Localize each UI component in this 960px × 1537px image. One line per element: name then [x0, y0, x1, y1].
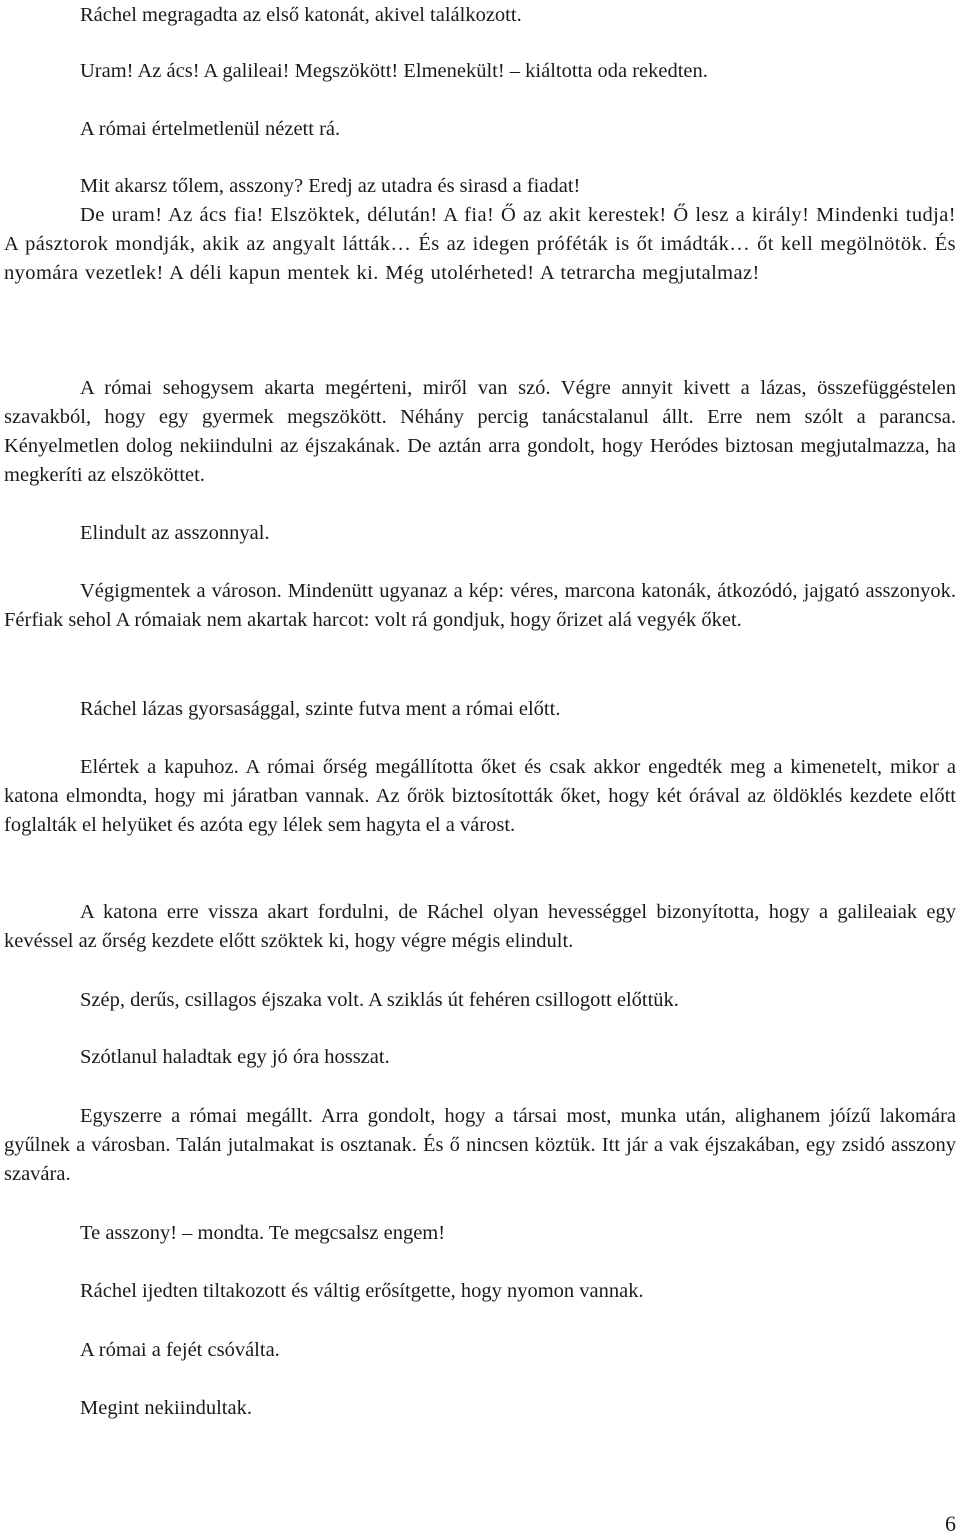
- paragraph-9: Ráchel lázas gyorsasággal, szinte futva ment a római előtt.: [80, 698, 561, 720]
- paragraph-16: Ráchel ijedten tiltakozott és váltig erősítgette, hogy nyomon vannak.: [80, 1280, 644, 1302]
- paragraph-11: A katona erre vissza akart fordulni, de Ráchel olyan hevességgel bizonyította, hogy a galileaiak egy kevéssel az őrség kezdete előtt szöktek ki, hogy végre mégis elindult.: [4, 901, 956, 952]
- paragraph-14: Egyszerre a római megállt. Arra gondolt, hogy a társai most, munka után, alighanem jóízű lakomára gyűlnek a városban. Talán jutalmakat is osztanak. És ő nincsen köztük. Itt jár a vak éjszakában, egy zsidó asszony szavára.: [4, 1105, 956, 1185]
- paragraph-17: A római a fejét csóválta.: [80, 1339, 280, 1361]
- paragraph-4: Mit akarsz tőlem, asszony? Eredj az utadra és sirasd a fiadat!: [80, 175, 581, 197]
- page-number: 6: [945, 1511, 956, 1536]
- paragraph-10: Elértek a kapuhoz. A római őrség megállította őket és csak akkor engedték meg a kimenetelt, mikor a katona elmondta, hogy mi járatban vannak. Az őrök biztosították őket, hogy két órával az öldöklés kezdete előtt foglalták el helyüket és azóta egy lélek sem hagyta el a várost.: [4, 756, 956, 836]
- paragraph-8: Végigmentek a városon. Mindenütt ugyanaz a kép: véres, marcona katonák, átkozódó, jajgató asszonyok. Férfiak sehol A rómaiak nem akartak harcot: volt rá gondjuk, hogy őrizet alá vegyék őket.: [4, 580, 956, 631]
- paragraph-7: Elindult az asszonnyal.: [80, 522, 270, 544]
- paragraph-5: De uram! Az ács fia! Elszöktek, délután! A fia! Ő az akit kerestek! Ő lesz a király! Mindenki tudja! A pásztorok mondják, akik az angyalt látták… És az idegen próféták is őt imádták… őt kell megölnötök. És nyomára vezetlek! A déli kapun mentek ki. Még utolérheted! A tetrarcha megjutalmaz!: [4, 204, 956, 284]
- paragraph-12: Szép, derűs, csillagos éjszaka volt. A sziklás út fehéren csillogott előttük.: [80, 989, 679, 1011]
- paragraph-1: Ráchel megragadta az első katonát, akivel találkozott.: [80, 4, 522, 26]
- paragraph-3: A római értelmetlenül nézett rá.: [80, 118, 341, 140]
- paragraph-18: Megint nekiindultak.: [80, 1397, 252, 1419]
- paragraph-6: A római sehogysem akarta megérteni, miről van szó. Végre annyit kivett a lázas, összefüggéstelen szavakból, hogy egy gyermek megszökött. Néhány percig tanácstalanul állt. Erre nem szólt a parancsa. Kényelmetlen dolog nekiindulni az éjszakának. De aztán arra gondolt, hogy Heródes biztosan megjutalmazza, ha megkeríti az elszököttet.: [4, 377, 956, 486]
- paragraph-2: Uram! Az ács! A galileai! Megszökött! Elmenekült! ‒ kiáltotta oda rekedten.: [80, 60, 708, 82]
- paragraph-13: Szótlanul haladtak egy jó óra hosszat.: [80, 1046, 390, 1068]
- paragraph-15: Te asszony! ‒ mondta. Te megcsalsz engem!: [80, 1222, 446, 1244]
